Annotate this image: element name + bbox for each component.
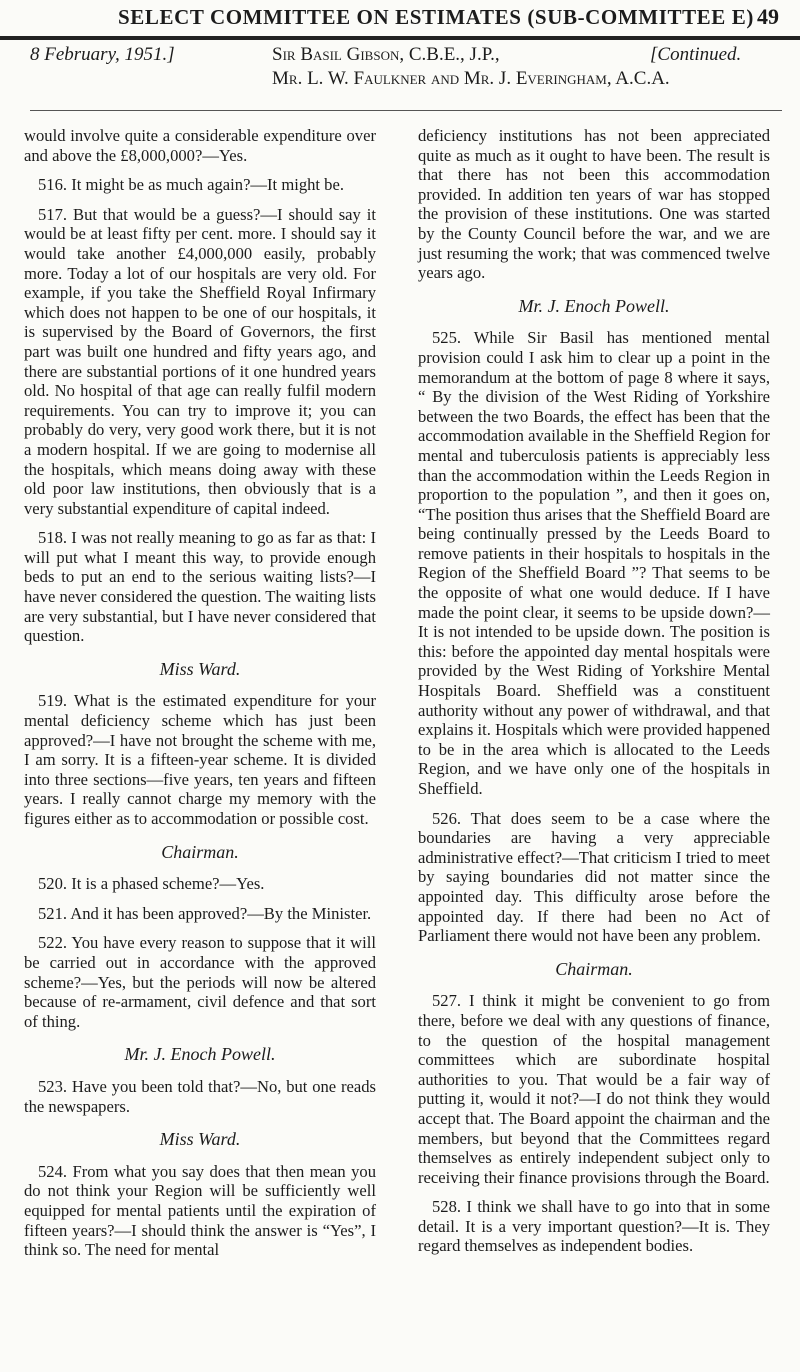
question-526: 526. That does seem to be a case where the boundaries are having a very appreciable administrative effect?—That criticism I tried to meet by saying boundaries did not matter since the appointed day. This difficulty arose before the appointed day. If there had been no Act of Parliament there would not have been any problem.	[418, 808, 770, 946]
subheader-rule	[30, 110, 782, 111]
question-516: 516. It might be as much again?—It might be.	[38, 175, 344, 195]
hearing-meta	[0, 42, 800, 106]
header-rule	[0, 36, 800, 40]
speaker-heading: Miss Ward.	[159, 658, 241, 679]
question-518: 518. I was not really meaning to go as far as that: I will put what I meant this way, to provide enough beds to put an end to the serious waiting lists?—I have never considered the question. The waiting lists are very substantial, but I have never considered that question.	[24, 528, 376, 646]
question-517: 517. But that would be a guess?—I should say it would be at least fifty per cent. more. I should say it would take another £4,000,000 easily, probably more. Today a lot of our hospitals are very old. For example, if you take the Sheffield Royal Infirmary which does not happen to be one of our hospitals, it is supervised by the Board of Governors, the first part was built one hundred and fifty years ago, and there are substantial portions of it one hundred years old. No hospital of that age can really fulfil modern requirements. You can try to improve it; you can probably do very, very good work there, but it is not a modern hospital. If we are going to modernise all the hospitals, which means doing away with these old poor law institutions, then obviously that is a very substantial expenditure of capital indeed.	[24, 204, 376, 518]
left-column	[24, 126, 376, 1270]
hearing-date: 8 February, 1951.]	[30, 44, 175, 65]
running-title: SELECT COMMITTEE ON ESTIMATES (SUB-COMMITTEE E)	[118, 5, 754, 29]
question-527: 527. I think it might be convenient to go from there, before we deal with any questions of finance, to the question of the hospital management committees which are subordinate hospital authorities to you. That would be a fair way of putting it, would it not?—I do not think they would accept that. The Board appoint the chairman and the members, but beyond that the Committees regard themselves as entirely independent subject only to receiving their finance provisions through the Board.	[418, 991, 770, 1187]
page-number: 49	[757, 4, 779, 29]
speaker-heading: Mr. J. Enoch Powell.	[518, 295, 670, 316]
question-523: 523. Have you been told that?—No, but one reads the newspapers.	[24, 1076, 376, 1116]
right-column	[418, 126, 770, 1266]
witness-line-2: Mr. L. W. Faulkner and Mr. J. Everingham, A.C.A.	[272, 68, 670, 89]
question-522: 522. You have every reason to suppose that it will be carried out in accordance with the approved scheme?—Yes, but the periods will now be altered because of re-armament, civil defence and that sort of thing.	[24, 933, 376, 1031]
question-520: 520. It is a phased scheme?—Yes.	[38, 874, 265, 894]
page-header	[0, 0, 800, 40]
question-524: 524. From what you say does that then mean you do not think your Region will be sufficiently well equipped for mental patients until the expiration of fifteen years?—I should think the answer is “Yes”, I think so. The need for mental	[24, 1161, 376, 1260]
speaker-heading: Mr. J. Enoch Powell.	[124, 1044, 276, 1065]
paragraph-continued: would involve quite a considerable expenditure over and above the £8,000,000?—Yes.	[24, 126, 376, 165]
question-525: 525. While Sir Basil has mentioned mental provision could I ask him to clear up a point in the memorandum at the bottom of page 8 where it says, “ By the division of the West Riding of Yorkshire between the two Boards, the effect has been that the accommodation available in the Sheffield Region for mental and tuberculosis patients is appreciably less than the accommodation within the Leeds Region in proportion to the population ”, and then it goes on, “The position thus arises that the Sheffield Board are being continually pressed by the Leeds Board to remove patients in their hospitals to hospitals in the Region of the Sheffield Board ”? That seems to be the opposite of what one would deduce. If I have made the point clear, it seems to be upside down?—It is not intended to be upside down. The position is this: before the appointed day mental hospitals were provided by the West Riding of Yorkshire Mental Hospitals Board. Sheffield was a constituent authority without any power of withdrawal, and that explains it. Hospitals which were provided happened to be in the area which is allocated to the Leeds Region, and we have only one of the hospitals in Sheffield.	[418, 328, 770, 798]
speaker-heading: Chairman.	[161, 841, 239, 862]
witness-line-1: Sir Basil Gibson, C.B.E., J.P.,	[272, 44, 500, 65]
question-521: 521. And it has been approved?—By the Minister.	[38, 903, 372, 923]
speaker-heading: Chairman.	[555, 958, 633, 979]
speaker-heading: Miss Ward.	[159, 1129, 241, 1150]
continued-label: [Continued.	[650, 44, 742, 65]
question-528: 528. I think we shall have to go into that in some detail. It is a very important question?—It is. They regard themselves as independent bodies.	[418, 1197, 770, 1256]
paragraph-continued: deficiency institutions has not been appreciated quite as much as it ought to have been. The result is that there has not been this accommodation provided. In addition ten years of war has stopped the provision of these institutions. One was started by the County Council before the war, and we are just resuming the work; that was commenced twelve years ago.	[418, 126, 770, 283]
question-519: 519. What is the estimated expenditure for your mental deficiency scheme which has just been approved?—I have not brought the scheme with me, I am sorry. It is a fifteen-year scheme. It is divided into three sections—five years, ten years and fifteen years. I really cannot charge my memory with the figures either as to accommodation or possible cost.	[24, 691, 376, 828]
